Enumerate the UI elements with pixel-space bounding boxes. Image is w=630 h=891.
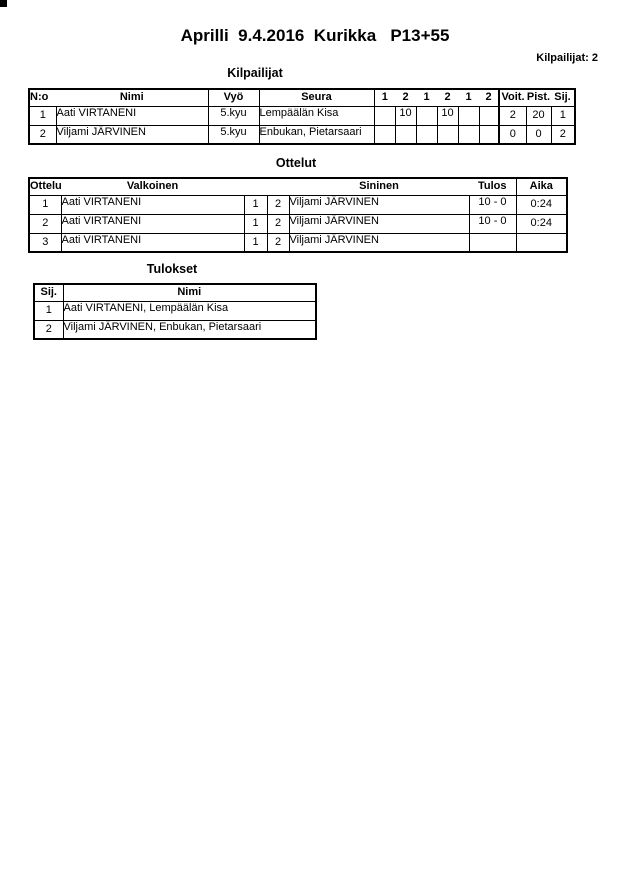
match-time — [516, 233, 567, 252]
match-number: 2 — [29, 214, 61, 233]
col-header-round-2: 2 — [402, 91, 409, 104]
ottelut-table — [28, 177, 568, 253]
table-row — [29, 214, 567, 233]
blue-player-name: Viljami JÄRVINEN — [289, 214, 469, 233]
col-header-round-6: 2 — [479, 89, 499, 106]
competitor-club: Enbukan, Pietarsaari — [259, 125, 374, 144]
section-title-ottelut: Ottelut — [275, 156, 317, 170]
document-title: Aprilli 9.4.2016 Kurikka P13+55 — [180, 26, 450, 45]
score-cell: 10 — [437, 106, 458, 125]
score-cell — [458, 125, 479, 144]
col-header-white-no — [244, 178, 267, 195]
match-number: 3 — [29, 233, 61, 252]
score-cell — [374, 125, 395, 144]
competitor-club: Lempäälän Kisa — [259, 106, 374, 125]
blue-player-no: 2 — [267, 233, 289, 252]
table-row — [34, 301, 316, 320]
match-result — [469, 233, 516, 252]
tulokset-header-row — [34, 284, 316, 301]
score-cell — [479, 106, 499, 125]
white-player-no: 1 — [244, 233, 267, 252]
competitor-belt: 5.kyu — [208, 106, 259, 125]
table-row — [29, 195, 567, 214]
kilpailijat-header-row — [29, 89, 575, 106]
col-header-sininen: Sininen — [359, 180, 399, 193]
col-header-vyo: Vyö — [208, 89, 259, 106]
col-header-nimi: Nimi — [56, 89, 208, 106]
table-row — [34, 320, 316, 339]
blue-player-name: Viljami JÄRVINEN — [289, 233, 469, 252]
placement-value: 1 — [559, 109, 566, 121]
competitor-count-label: Kilpailijat: 2 — [536, 52, 598, 64]
match-result: 10 - 0 — [469, 195, 516, 214]
col-header-round-3: 1 — [423, 91, 430, 104]
col-header-blue-no — [267, 178, 289, 195]
score-cell — [437, 125, 458, 144]
section-title-tulokset: Tulokset — [146, 262, 198, 276]
white-player-name: Aati VIRTANENI — [61, 195, 244, 214]
white-player-name: Aati VIRTANENI — [61, 233, 244, 252]
score-cell — [416, 106, 437, 125]
ottelut-header-row — [29, 178, 567, 195]
match-result: 10 - 0 — [469, 214, 516, 233]
score-cell: 10 — [395, 106, 416, 125]
wins-value: 2 — [499, 106, 526, 125]
col-header-ottelu: Ottelu — [30, 180, 62, 193]
points-value: 20 — [526, 106, 551, 125]
score-cell — [416, 125, 437, 144]
placement-value: 2 — [559, 127, 566, 140]
match-time: 0:24 — [530, 217, 552, 229]
col-header-round-1: 1 — [381, 91, 388, 104]
tulokset-table — [33, 283, 317, 340]
kilpailijat-table — [28, 88, 576, 145]
page-corner-mark — [0, 0, 7, 7]
col-header-sij: Sij. — [34, 284, 63, 301]
col-header-voit: Voit. — [501, 91, 525, 104]
white-player-no: 1 — [244, 195, 267, 214]
result-name-club: Aati VIRTANENI, Lempäälän Kisa — [63, 301, 229, 314]
points-value: 0 — [526, 125, 551, 144]
blue-player-no: 2 — [267, 195, 289, 214]
result-name-club: Viljami JÄRVINEN, Enbukan, Pietarsaari — [63, 320, 262, 333]
col-header-pist: Pist. — [526, 91, 551, 104]
col-header-valkoinen: Valkoinen — [126, 180, 179, 193]
white-player-name: Aati VIRTANENI — [61, 214, 244, 233]
col-header-aika: Aika — [529, 180, 553, 193]
col-header-nimi: Nimi — [177, 286, 202, 299]
col-header-seura: Seura — [259, 89, 374, 106]
table-row — [29, 106, 575, 125]
blue-player-name: Viljami JÄRVINEN — [289, 195, 469, 214]
white-player-no: 1 — [244, 214, 267, 233]
result-placement: 1 — [34, 301, 63, 320]
competitor-number: 1 — [29, 106, 56, 125]
col-header-sij: Sij. — [554, 91, 571, 104]
match-number: 1 — [29, 195, 61, 214]
score-cell — [479, 125, 499, 144]
col-header-round-4: 2 — [444, 91, 451, 104]
competitor-belt: 5.kyu — [208, 125, 259, 144]
score-cell — [374, 106, 395, 125]
score-cell — [458, 106, 479, 125]
wins-value: 0 — [499, 125, 526, 144]
table-row — [29, 233, 567, 252]
col-header-no: N:o — [30, 91, 49, 104]
col-header-tulos: Tulos — [469, 178, 516, 195]
col-header-round-5: 1 — [465, 91, 472, 104]
result-placement: 2 — [34, 320, 63, 339]
section-title-kilpailijat: Kilpailijat — [227, 66, 283, 80]
match-time: 0:24 — [530, 198, 552, 210]
competitor-name: Aati VIRTANENI — [56, 106, 208, 125]
competitor-name: Viljami JÄRVINEN — [56, 125, 208, 144]
competitor-number: 2 — [29, 125, 56, 144]
blue-player-no: 2 — [267, 214, 289, 233]
score-cell — [395, 125, 416, 144]
table-row — [29, 125, 575, 144]
